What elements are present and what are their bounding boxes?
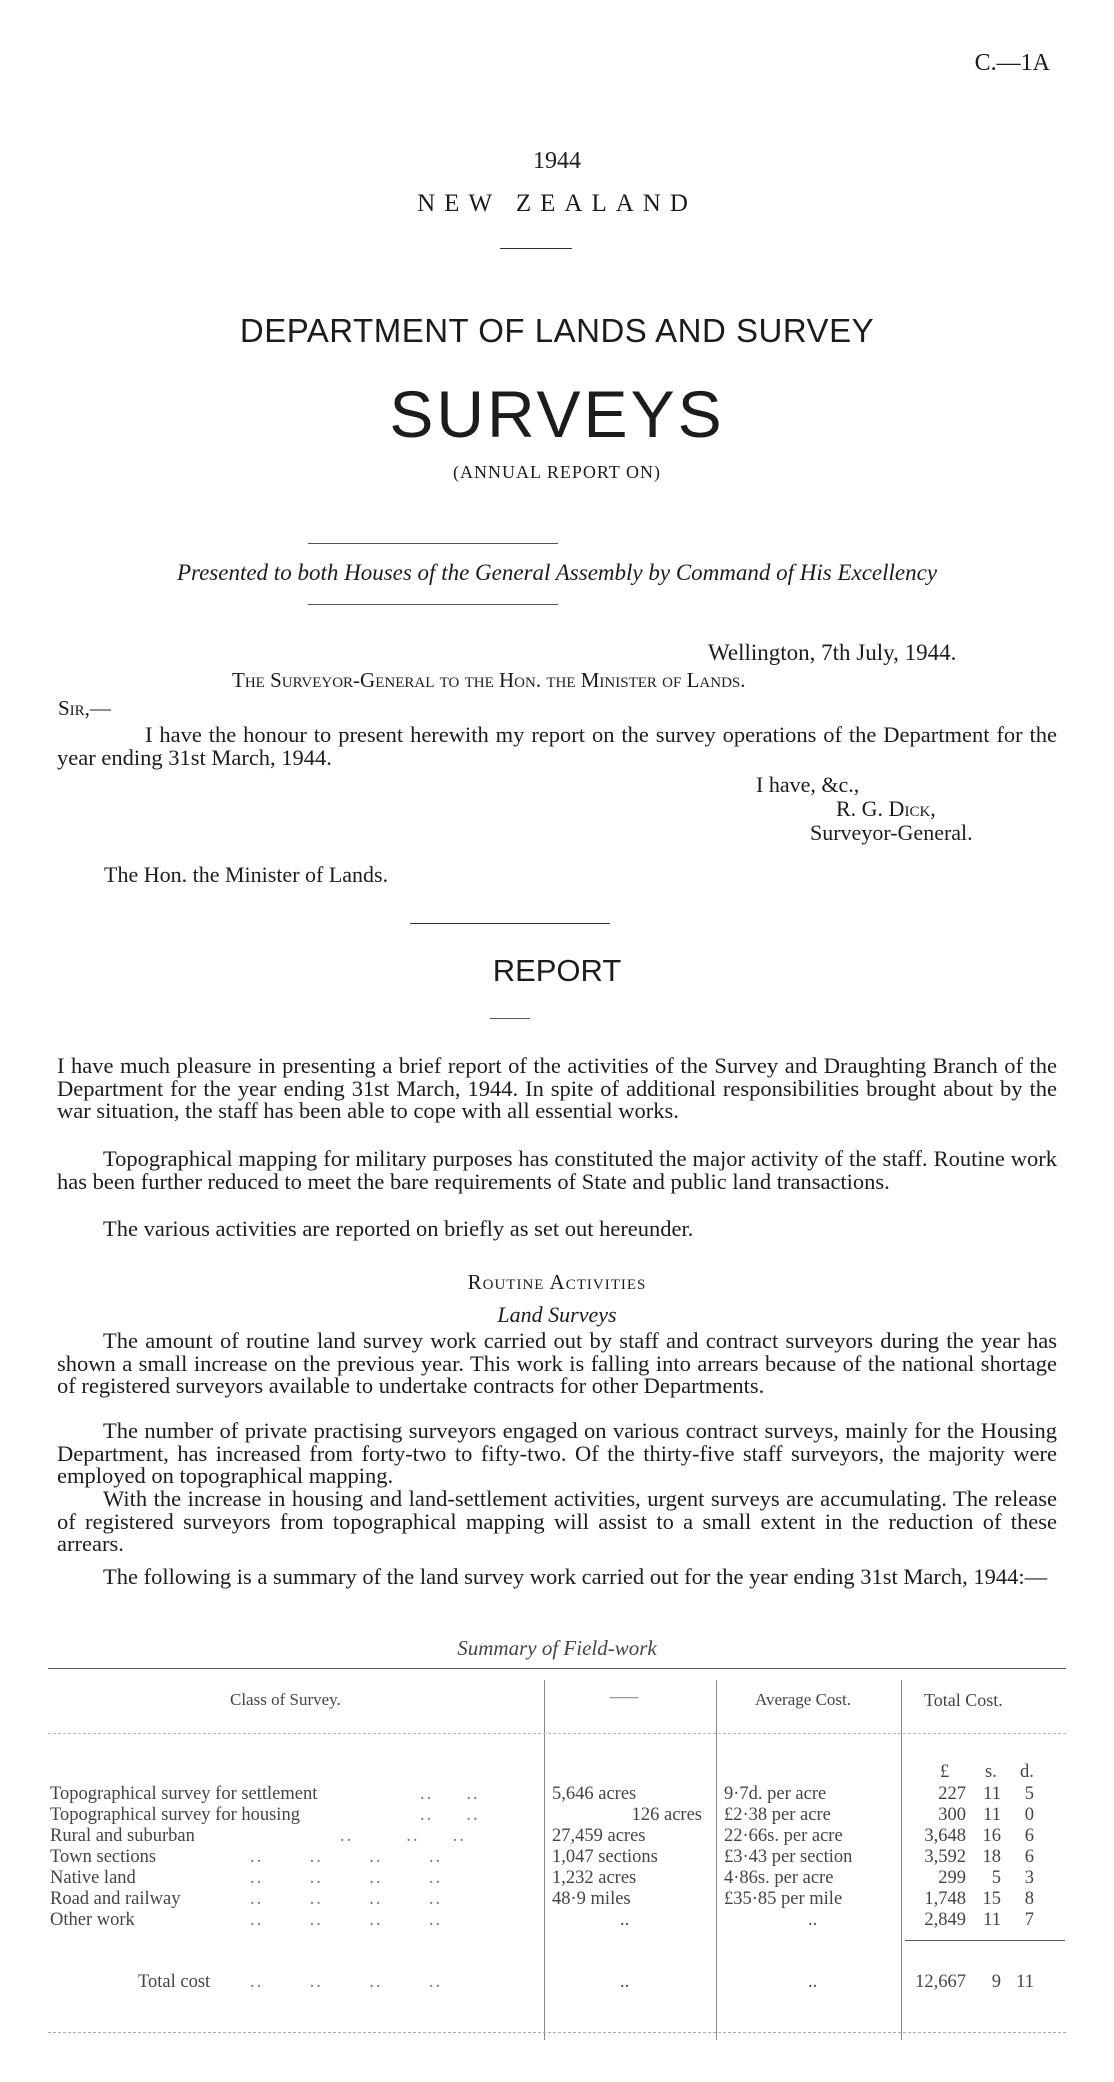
divider bbox=[308, 543, 558, 544]
row-pounds: 1,748 bbox=[924, 1889, 966, 1909]
total-pounds: 12,667 bbox=[915, 1972, 966, 1992]
total-quantity: .. bbox=[620, 1972, 630, 1992]
row-quantity: 126 acres bbox=[631, 1805, 702, 1825]
row-shillings: 11 bbox=[983, 1805, 1001, 1825]
salutation: Sir,— bbox=[58, 696, 111, 720]
row-average-cost: 4·86s. per acre bbox=[724, 1868, 834, 1888]
header-quantity: —— bbox=[610, 1690, 638, 1705]
divider bbox=[490, 1018, 530, 1019]
report-paragraph: I have much pleasure in presenting a brief report of the activities of the Survey and Draughting Branch of the Department for the year ending 31st March, 1944. In spite of additional responsibilities brought about by the war situation, the staff has been able to cope with all essential works. bbox=[57, 1053, 1057, 1123]
country-name: NEW ZEALAND bbox=[417, 190, 697, 217]
header-average-cost: Average Cost. bbox=[755, 1690, 851, 1709]
row-pence: 6 bbox=[1024, 1826, 1034, 1846]
header-class: Class of Survey. bbox=[230, 1690, 341, 1709]
row-pounds: 2,849 bbox=[924, 1910, 966, 1930]
row-quantity: 1,232 acres bbox=[552, 1868, 637, 1888]
row-pence: 5 bbox=[1024, 1784, 1034, 1804]
addressee: The Hon. the Minister of Lands. bbox=[104, 862, 389, 887]
subtotal-rule bbox=[905, 1940, 1065, 1941]
row-class: Other work bbox=[50, 1910, 135, 1930]
header-total-cost: Total Cost. bbox=[924, 1690, 1003, 1710]
row-pence: 6 bbox=[1024, 1847, 1034, 1867]
row-pounds: 299 bbox=[938, 1868, 966, 1888]
row-class: Road and railway bbox=[50, 1889, 181, 1909]
row-class: Rural and suburban bbox=[50, 1826, 195, 1846]
signatory-title: Surveyor-General. bbox=[810, 820, 973, 845]
total-shillings: 9 bbox=[991, 1972, 1001, 1992]
currency-pence-unit: d. bbox=[1020, 1762, 1034, 1782]
row-shillings: 5 bbox=[991, 1868, 1001, 1888]
report-year: 1944 bbox=[533, 148, 581, 174]
row-quantity: 27,459 acres bbox=[552, 1826, 646, 1846]
leader-dots: .. .. bbox=[420, 1784, 480, 1804]
leader-dots: .. .. .. bbox=[340, 1826, 466, 1846]
land-survey-paragraph: The amount of routine land survey work carried out by staff and contract surveyors during the year has shown a small increase on the previous year. This work is falling into arrears because of the national shortage of registered surveyors available to undertake contracts for other Departments. bbox=[57, 1328, 1057, 1398]
leader-dots: .. .. .. .. bbox=[250, 1972, 443, 1992]
row-average-cost: 22·66s. per acre bbox=[724, 1826, 843, 1846]
signatory: R. G. Dick, bbox=[836, 796, 936, 821]
total-label: Total cost bbox=[138, 1972, 211, 1992]
row-pence: 7 bbox=[1024, 1910, 1034, 1930]
row-pence: 0 bbox=[1024, 1805, 1034, 1825]
leader-dots: .. .. bbox=[420, 1805, 480, 1825]
letter-from-to: The Surveyor-General to the Hon. the Minister of Lands. bbox=[232, 668, 746, 692]
row-pounds: 300 bbox=[938, 1805, 966, 1825]
document-reference: C.—1A bbox=[974, 50, 1050, 76]
place-date: Wellington, 7th July, 1944. bbox=[708, 640, 957, 665]
land-survey-paragraph: With the increase in housing and land-settlement activities, urgent surveys are accumulating. The release of registered surveyors from topographical mapping will assist to a small extent in the reduction of these arrears. bbox=[57, 1486, 1057, 1556]
row-pence: 8 bbox=[1024, 1889, 1034, 1909]
leader-dots: .. .. .. .. bbox=[250, 1889, 443, 1909]
report-heading: REPORT bbox=[492, 953, 622, 988]
divider bbox=[410, 923, 610, 924]
row-quantity: 1,047 sections bbox=[552, 1847, 658, 1867]
currency-shillings-unit: s. bbox=[985, 1762, 997, 1782]
row-average-cost: £35·85 per mile bbox=[724, 1889, 843, 1909]
row-average-cost: 9·7d. per acre bbox=[724, 1784, 827, 1804]
table-title: Summary of Field-work bbox=[457, 1636, 657, 1660]
leader-dots: .. .. .. .. bbox=[250, 1868, 443, 1888]
column-divider bbox=[716, 1680, 717, 2040]
subsection-heading: Land Surveys bbox=[497, 1302, 617, 1327]
closing: I have, &c., bbox=[756, 772, 860, 797]
header-rule bbox=[48, 1733, 1066, 1734]
land-survey-paragraph: The following is a summary of the land survey work carried out for the year ending 31st March, 1944:— bbox=[103, 1564, 1048, 1589]
table-bottom-rule bbox=[48, 2032, 1066, 2033]
leader-dots: .. .. .. .. bbox=[250, 1910, 443, 1930]
report-paragraph: The various activities are reported on briefly as set out hereunder. bbox=[103, 1216, 694, 1241]
row-average-cost: £3·43 per section bbox=[724, 1847, 853, 1867]
report-paragraph: Topographical mapping for military purposes has constituted the major activity of the staff. Routine work has been further reduced to meet the bare requirements of State and public land transactions. bbox=[57, 1146, 1057, 1194]
total-average-cost: .. bbox=[808, 1972, 818, 1992]
divider bbox=[500, 248, 572, 249]
row-quantity: 5,646 acres bbox=[552, 1784, 637, 1804]
row-pounds: 3,648 bbox=[924, 1826, 966, 1846]
letter-body: I have the honour to present herewith my report on the survey operations of the Department for the year ending 31st March, 1944. bbox=[57, 722, 1057, 770]
section-heading: Routine Activities bbox=[467, 1270, 647, 1294]
row-shillings: 15 bbox=[982, 1889, 1001, 1909]
total-pence: 11 bbox=[1016, 1972, 1034, 1992]
row-average-cost: .. bbox=[808, 1910, 818, 1930]
row-pence: 3 bbox=[1024, 1868, 1034, 1888]
leader-dots: .. .. .. .. bbox=[250, 1847, 443, 1867]
row-shillings: 18 bbox=[982, 1847, 1001, 1867]
row-shillings: 16 bbox=[982, 1826, 1001, 1846]
row-class: Topographical survey for housing bbox=[50, 1805, 300, 1825]
document-subtitle: (ANNUAL REPORT ON) bbox=[453, 462, 661, 482]
land-survey-paragraph: The number of private practising surveyors engaged on various contract surveys, mainly for the Housing Department, has increased from forty-two to fifty-two. Of the thirty-five staff surveyors, the majority were employed on topographical mapping. bbox=[57, 1418, 1057, 1488]
row-quantity: .. bbox=[620, 1910, 630, 1930]
divider bbox=[308, 604, 558, 605]
presented-line: Presented to both Houses of the General Assembly by Command of His Excellency bbox=[176, 560, 938, 585]
document-title: SURVEYS bbox=[389, 377, 725, 451]
currency-pounds-unit: £ bbox=[940, 1762, 950, 1782]
row-pounds: 227 bbox=[938, 1784, 966, 1804]
department-name: DEPARTMENT OF LANDS AND SURVEY bbox=[239, 312, 875, 349]
row-pounds: 3,592 bbox=[924, 1847, 966, 1867]
row-class: Topographical survey for settlement bbox=[50, 1784, 318, 1804]
row-class: Native land bbox=[50, 1868, 136, 1888]
row-quantity: 48·9 miles bbox=[552, 1889, 631, 1909]
row-shillings: 11 bbox=[983, 1910, 1001, 1930]
row-class: Town sections bbox=[50, 1847, 157, 1867]
column-divider bbox=[544, 1680, 545, 2040]
table-top-rule bbox=[48, 1668, 1066, 1669]
row-average-cost: £2·38 per acre bbox=[724, 1805, 831, 1825]
row-shillings: 11 bbox=[983, 1784, 1001, 1804]
